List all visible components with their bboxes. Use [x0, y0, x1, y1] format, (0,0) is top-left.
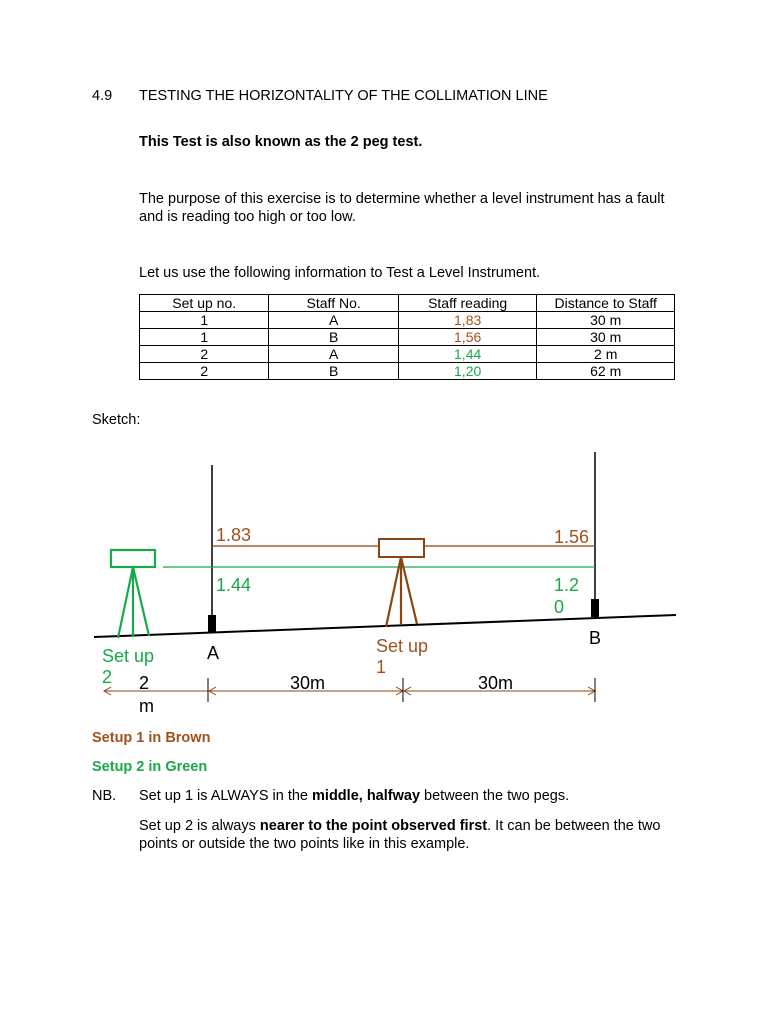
setup1-instrument [379, 539, 424, 627]
section-number: 4.9 [92, 88, 113, 104]
sketch-label: Sketch: [92, 412, 141, 428]
table-cell: 62 m [537, 363, 675, 380]
setup2-label-line1: Set up [102, 646, 155, 666]
setup1-label-line1: Set up [376, 636, 429, 656]
table-row [140, 363, 675, 380]
setup2-instrument [111, 550, 155, 638]
reading-b-setup1: 1.56 [554, 527, 590, 547]
legend-setup2: Setup 2 in Green [92, 759, 208, 775]
reading-b-setup2-line2: 0 [554, 597, 565, 617]
table-header: Staff reading [398, 295, 537, 312]
purpose-paragraph: The purpose of this exercise is to determine whether a level instrument has a fault and is reading too high or too low. [139, 191, 665, 225]
setup1-label-line2: 1 [376, 657, 387, 677]
note-1-emphasis: middle, halfway [312, 788, 421, 804]
notes-label: NB. [92, 788, 117, 804]
table-cell: B [269, 329, 398, 346]
table-cell: A [269, 346, 398, 363]
table-row [140, 312, 675, 329]
staff-b-label: B [589, 628, 602, 648]
table-cell: B [269, 363, 398, 380]
table-cell: 2 [140, 346, 269, 363]
table-cell: 1,44 [398, 346, 537, 363]
distance-setup2-line1: 2 [139, 673, 150, 693]
distance-left: 30m [290, 673, 326, 693]
table-cell: 30 m [537, 312, 675, 329]
reading-a-setup1: 1.83 [216, 525, 252, 545]
distance-setup2-line2: m [139, 696, 154, 716]
staff-a-peg [208, 615, 216, 633]
table-cell: 2 m [537, 346, 675, 363]
intro-paragraph: Let us use the following information to Test a Level Instrument. [139, 265, 541, 281]
note-2 [139, 817, 679, 853]
distance-right: 30m [478, 673, 514, 693]
note-1 [139, 788, 569, 804]
table-row [140, 346, 675, 363]
table-header: Set up no. [140, 295, 269, 312]
legend-setup1: Setup 1 in Brown [92, 730, 211, 746]
table-row [140, 329, 675, 346]
table-cell: 1,56 [398, 329, 537, 346]
note-2-text-end: . It can be between the two points or outside the two points like in this example. [139, 818, 661, 852]
staff-b-peg [591, 599, 599, 617]
reading-a-setup2: 1.44 [216, 575, 252, 595]
note-1-text: Set up 1 is ALWAYS in the [139, 788, 313, 804]
table-header: Staff No. [269, 295, 398, 312]
table-cell: A [269, 312, 398, 329]
table-cell: 2 [140, 363, 269, 380]
table-cell: 1,83 [398, 312, 537, 329]
table-cell: 1 [140, 312, 269, 329]
subtitle: This Test is also known as the 2 peg test. [139, 134, 423, 150]
section-title: TESTING THE HORIZONTALITY OF THE COLLIMATION LINE [139, 88, 548, 104]
table-header-row [140, 295, 675, 312]
note-2-text: Set up 2 is always [139, 818, 260, 834]
table-cell: 1,20 [398, 363, 537, 380]
staff-a-label: A [207, 643, 220, 663]
distance-dimension [104, 678, 595, 702]
two-peg-test-sketch [0, 440, 768, 730]
table-cell: 30 m [537, 329, 675, 346]
note-1-text-end: between the two pegs. [420, 788, 570, 804]
note-2-emphasis: nearer to the point observed first [259, 818, 488, 834]
reading-b-setup2-line1: 1.2 [554, 575, 580, 595]
table-cell: 1 [140, 329, 269, 346]
table-header: Distance to Staff [537, 295, 675, 312]
setup2-label-line2: 2 [102, 667, 113, 687]
staff-readings-table [139, 294, 675, 380]
